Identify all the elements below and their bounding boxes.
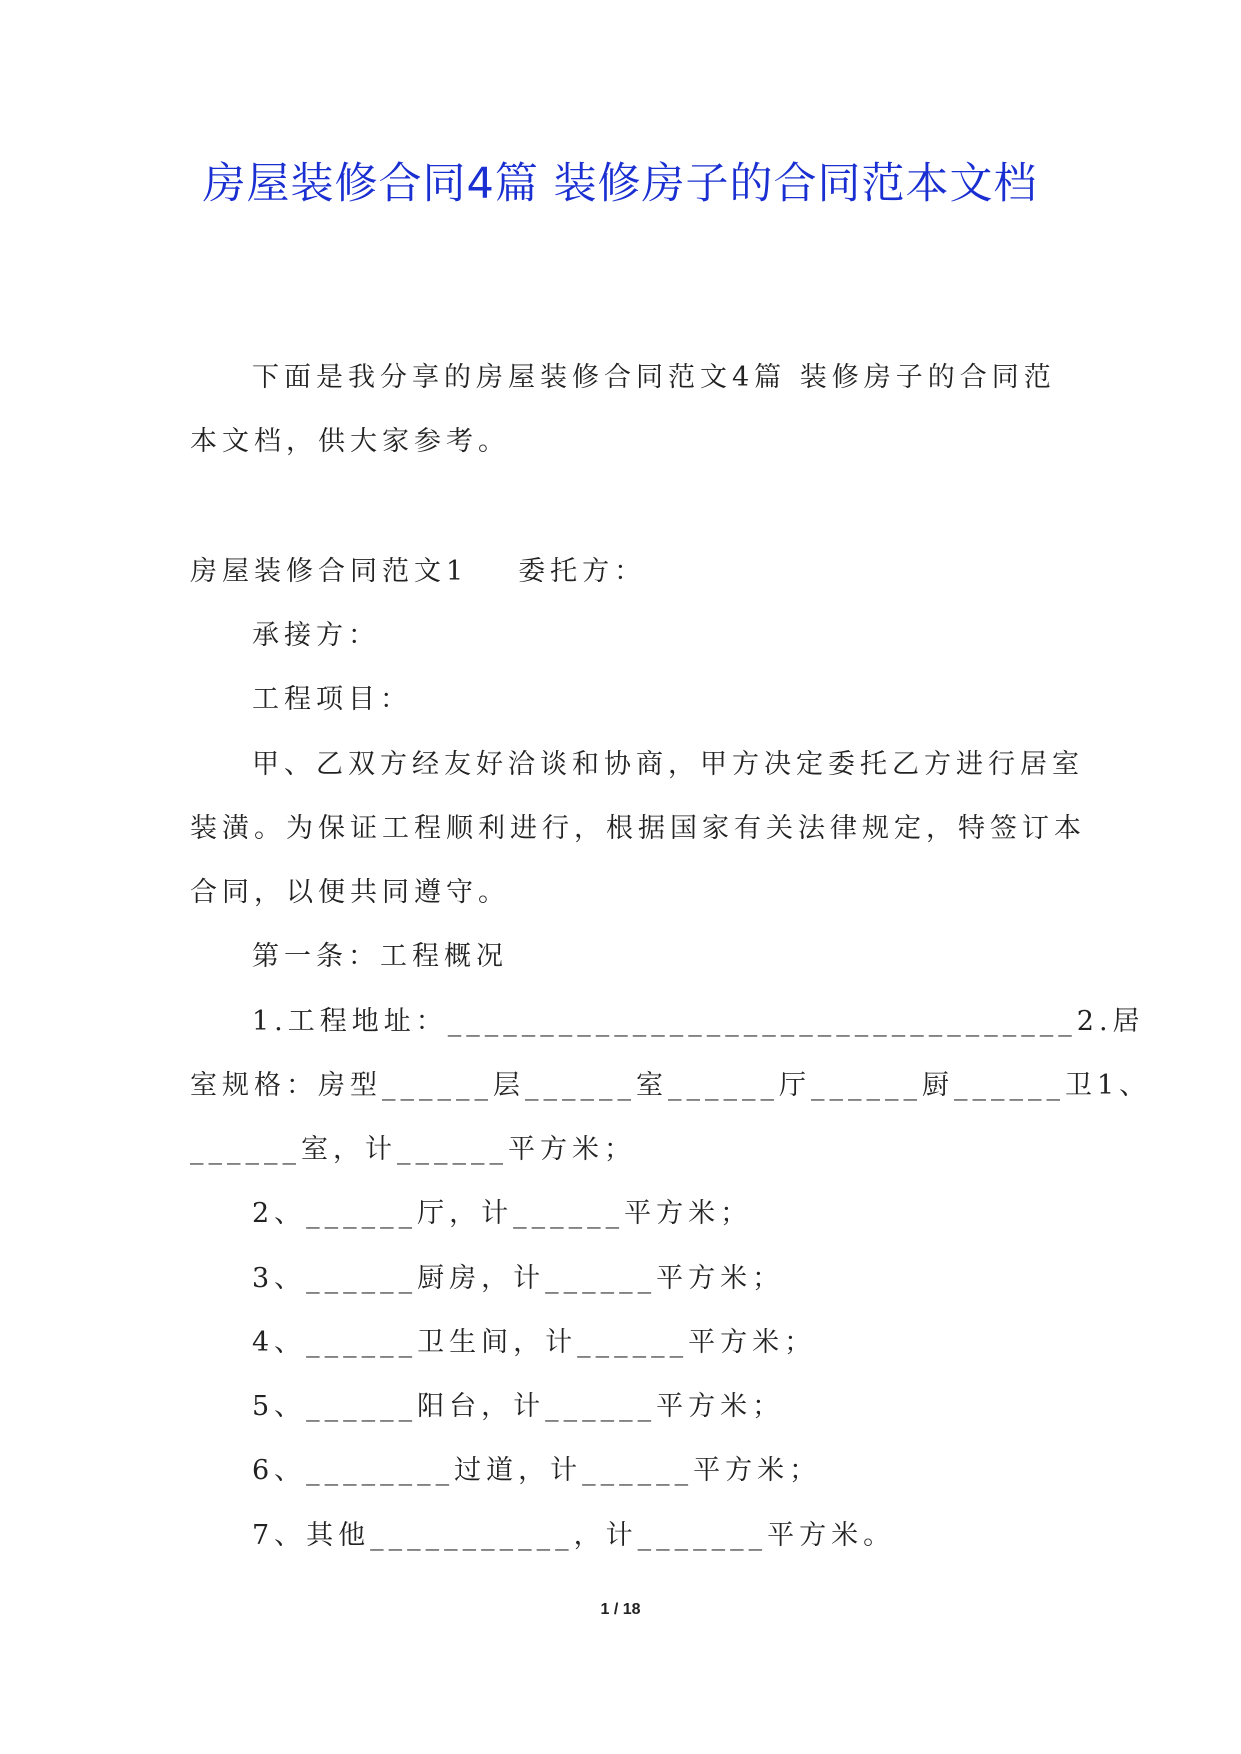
list-item: 5、______阳台，计______平方米； <box>252 1391 785 1422</box>
section-heading: 房屋装修合同范文1 <box>190 556 469 587</box>
article-heading: 第一条：工程概况 <box>252 941 508 972</box>
form-line: 室规格：房型______层______室______厅______厨______卫1、 <box>190 1070 1152 1101</box>
list-item: 4、______卫生间，计______平方米； <box>252 1327 817 1358</box>
list-item: 3、______厨房，计______平方米； <box>252 1263 785 1294</box>
list-item: 7、其他___________，计_______平方米。 <box>252 1520 896 1551</box>
list-item: 6、________过道，计______平方米； <box>252 1455 822 1486</box>
intro-line-2: 本文档，供大家参考。 <box>190 426 510 457</box>
section-heading-row <box>190 552 1060 592</box>
list-item: 2、______厅，计______平方米； <box>252 1198 753 1229</box>
contractor-label: 承接方： <box>252 620 380 651</box>
paragraph-line: 合同，以便共同遵守。 <box>190 877 510 908</box>
project-label: 工程项目： <box>252 684 412 715</box>
client-label: 委托方： <box>518 556 647 587</box>
form-line: ______室，计______平方米； <box>190 1134 636 1165</box>
document-title: 房屋装修合同4篇 装修房子的合同范本文档 <box>202 159 1038 209</box>
paragraph-line: 甲、乙双方经友好洽谈和协商，甲方决定委托乙方进行居室 <box>252 749 1084 780</box>
paragraph-line: 装潢。为保证工程顺利进行，根据国家有关法律规定，特签订本 <box>190 813 1086 844</box>
intro-line-1: 下面是我分享的房屋装修合同范文4篇 装修房子的合同范 <box>252 362 1056 393</box>
form-line: 1.工程地址：__________________________________2.居 <box>252 1006 1145 1037</box>
page-number: 1 / 18 <box>600 1601 641 1618</box>
